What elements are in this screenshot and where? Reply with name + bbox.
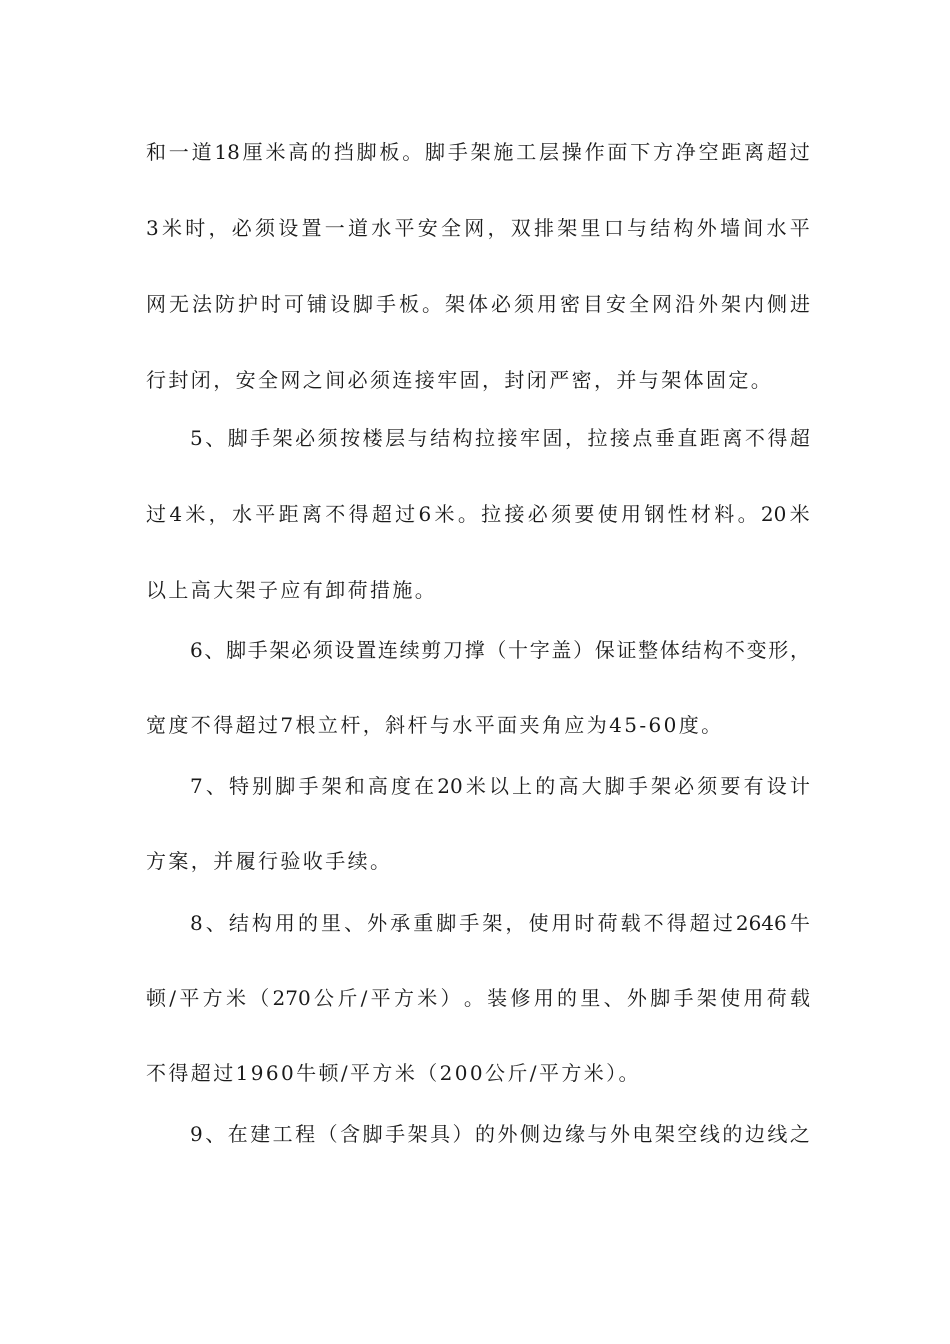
text-line: 7 、 特 别 脚 手 架 和 高 度 在 20 米 以 上 的 高 大 脚 手 架 必 须 要 有 设 计 (190, 774, 810, 798)
text-line: 网 无 法 防 护 时 可 铺 设 脚 手 板 。 架 体 必 须 用 密 目 安 全 网 沿 外 架 内 侧 进 (146, 292, 810, 316)
text-line: 和 一 道 18 厘 米 高 的 挡 脚 板 。 脚 手 架 施 工 层 操 作 面 下 方 净 空 距 离 超 过 (146, 140, 810, 164)
text-line: 以上高大架子应有卸荷措施。 (146, 578, 438, 602)
text-line: 行封闭，安全网之间必须连接牢固，封闭严密，并与架体固定。 (146, 368, 774, 392)
text-line: 9 、 在 建 工 程 （ 含 脚 手 架 具 ） 的 外 侧 边 缘 与 外 电 架 空 线 的 边 线 之 (190, 1122, 810, 1146)
text-line: 3 米 时 ， 必 须 设 置 一 道 水 平 安 全 网 ， 双 排 架 里 口 与 结 构 外 墙 间 水 平 (146, 216, 810, 240)
text-line: 宽度不得超过7根立杆，斜杆与水平面夹角应为45-60度。 (146, 713, 724, 737)
text-line: 8 、 结 构 用 的 里 、 外 承 重 脚 手 架 ， 使 用 时 荷 载 不 得 超 过 2646 牛 (190, 911, 810, 935)
text-line: 6 、 脚 手 架 必 须 设 置 连 续 剪 刀 撑 （ 十 字 盖 ） 保 证 整 体 结 构 不 变 形 ， (190, 638, 810, 662)
text-line: 不得超过1960牛顿/平方米（200公斤/平方米）。 (146, 1061, 641, 1085)
text-line: 方案，并履行验收手续。 (146, 849, 393, 873)
text-line: 5 、 脚 手 架 必 须 按 楼 层 与 结 构 拉 接 牢 固 ， 拉 接 点 垂 直 距 离 不 得 超 (190, 426, 810, 450)
text-line: 过 4 米 ， 水 平 距 离 不 得 超 过 6 米 。 拉 接 必 须 要 使 用 钢 性 材 料 。 20 米 (146, 502, 810, 526)
text-line: 顿 / 平 方 米 （ 270 公 斤 / 平 方 米 ） 。 装 修 用 的 里 、 外 脚 手 架 使 用 荷 载 (146, 986, 810, 1010)
